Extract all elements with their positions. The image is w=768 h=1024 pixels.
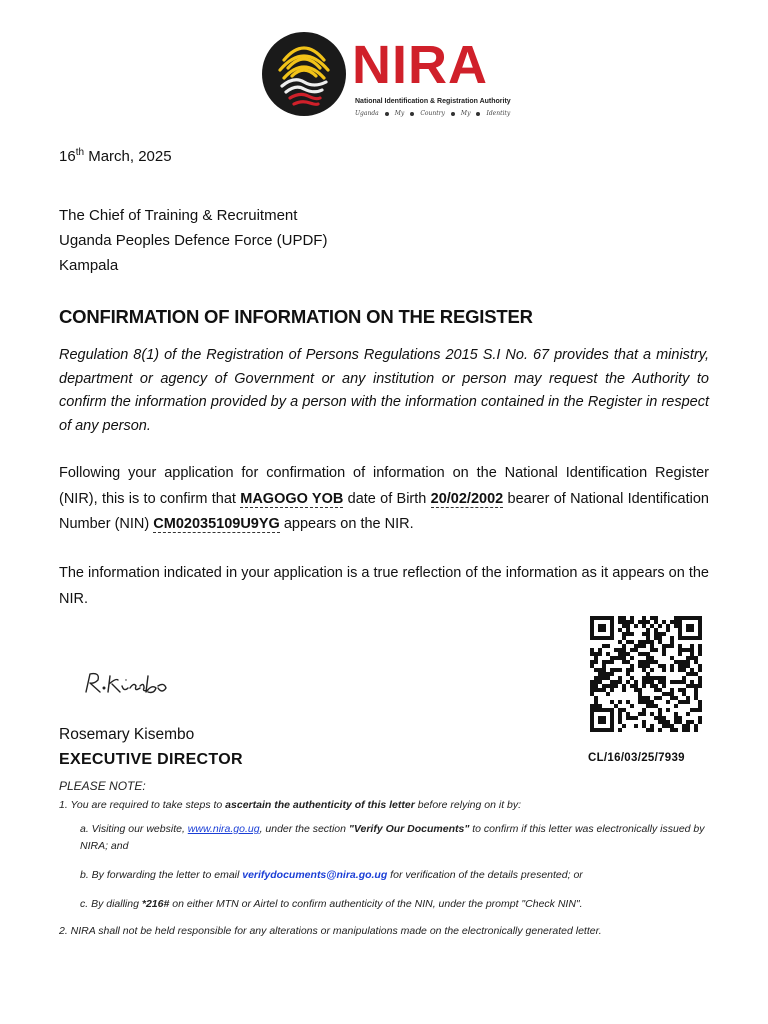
note-text: b. By forwarding the letter to email xyxy=(80,869,243,881)
confirmation-text: appears on the NIR. xyxy=(279,516,414,532)
note-text: 1. You are required to take steps to xyxy=(59,799,226,811)
person-name: MAGOGO YOB xyxy=(240,490,344,507)
motto-word: Country xyxy=(420,110,445,117)
signer-title: EXECUTIVE DIRECTOR xyxy=(59,751,243,768)
reference-number: CL/16/03/25/7939 xyxy=(588,752,685,764)
bullet-icon xyxy=(451,112,455,116)
motto-word: My xyxy=(394,110,405,117)
nira-subtitle: National Identification & Registration Authority xyxy=(355,98,511,105)
note-1 xyxy=(59,799,719,811)
note-text: to confirm if this letter was electronically issued by NIRA; and xyxy=(80,823,705,852)
nira-logo xyxy=(262,32,512,122)
confirmation-text: date of Birth xyxy=(343,490,431,507)
please-note-section xyxy=(59,779,719,937)
date-of-birth: 20/02/2002 xyxy=(430,490,504,507)
regulation-paragraph: Regulation 8(1) of the Registration of Persons Regulations 2015 S.I No. 67 provides that a ministry, department or agency of Government or any institution or person may request the Authority to confirm the information provided by a person with the information contained in the Register in respect of any person. xyxy=(59,347,709,434)
handwritten-signature xyxy=(82,668,174,705)
fingerprint-icon xyxy=(262,32,346,116)
motto-word: Identity xyxy=(486,110,511,117)
confirmation-text: Following your application for confirmation of information on the National Identification Register (NIR), this is to confirm that xyxy=(59,465,709,507)
note-text: a. Visiting our website, xyxy=(80,823,188,835)
note-emphasis: ascertain the authenticity of this letter xyxy=(225,799,415,811)
note-text: before relying on it by: xyxy=(414,799,522,811)
motto-word: Uganda xyxy=(355,110,379,117)
note-1a xyxy=(59,821,719,855)
date-rest: March, 2025 xyxy=(84,148,172,165)
confirmation-paragraph xyxy=(59,461,709,538)
note-text: , under the section xyxy=(259,823,349,835)
note-emphasis: "Verify Our Documents" xyxy=(348,823,470,835)
bullet-icon xyxy=(385,112,389,116)
motto-word: My xyxy=(460,110,471,117)
qr-code xyxy=(588,614,704,734)
note-text: c. By dialling xyxy=(80,898,142,910)
nira-wordmark: NIRA xyxy=(352,35,488,95)
note-text: on either MTN or Airtel to confirm authenticity of the NIN, under the prompt "Check NIN". xyxy=(169,898,583,910)
letter-date xyxy=(59,147,172,165)
note-emphasis: *216# xyxy=(141,898,170,910)
signer-name: Rosemary Kisembo xyxy=(59,726,195,743)
note-2: 2. NIRA shall not be held responsible for any alterations or manipulations made on the electronically generated letter. xyxy=(59,925,602,937)
note-1b xyxy=(59,867,719,884)
letter-heading: CONFIRMATION OF INFORMATION ON THE REGISTER xyxy=(59,306,533,327)
confirmation-text: bearer of National Identification Number (NIN) xyxy=(59,490,709,532)
verify-email-link[interactable]: verifydocuments@nira.go.ug xyxy=(242,869,388,881)
date-day: 16 xyxy=(59,148,76,165)
address-line: Kampala xyxy=(59,257,119,274)
note-1c xyxy=(59,896,719,913)
address-line: Uganda Peoples Defence Force (UPDF) xyxy=(59,232,328,249)
note-header: PLEASE NOTE: xyxy=(59,779,146,793)
bullet-icon xyxy=(410,112,414,116)
recipient-address xyxy=(59,203,327,278)
reflection-paragraph: The information indicated in your application is a true reflection of the information as it appears on the NIR. xyxy=(59,565,709,607)
address-line: The Chief of Training & Recruitment xyxy=(59,207,298,224)
nin-number: CM02035109U9YG xyxy=(153,516,280,532)
nira-motto xyxy=(355,110,510,117)
bullet-icon xyxy=(476,112,480,116)
nira-website-link[interactable]: www.nira.go.ug xyxy=(187,823,260,835)
note-text: for verification of the details presented; or xyxy=(387,869,583,881)
date-suffix: th xyxy=(75,147,85,158)
